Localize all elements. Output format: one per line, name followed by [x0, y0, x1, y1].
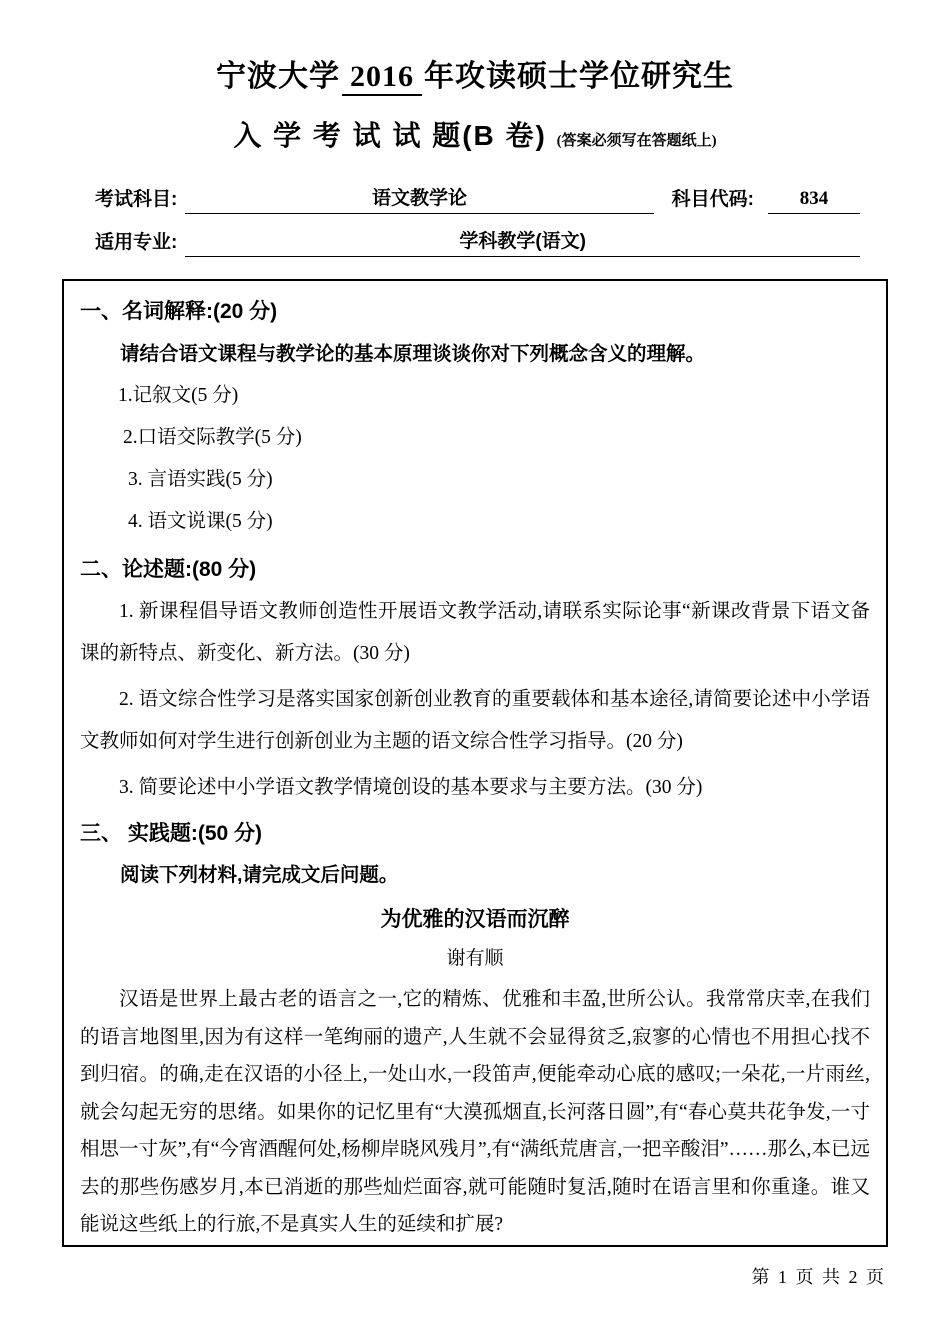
title-prefix: 宁波大学	[216, 60, 340, 93]
major-label: 适用专业:	[95, 232, 178, 253]
code-label: 科目代码:	[671, 189, 754, 210]
essay-author: 谢有顺	[446, 948, 504, 969]
section1-intro: 请结合语文课程与教学论的基本原理谈谈你对下列概念含义的理解。	[120, 343, 706, 365]
section3-instruction: 阅读下列材料,请完成文后问题。	[120, 864, 399, 886]
major-row	[95, 226, 860, 257]
section1-item: 2.口语交际教学(5 分)	[123, 427, 302, 448]
major-field: 学科教学(语文)	[185, 226, 860, 257]
section2-paragraph: 3. 简要论述中小学语文教学情境创设的基本要求与主要方法。(30 分)	[119, 777, 703, 798]
section3-heading: 三、 实践题:(50 分)	[80, 822, 263, 845]
section1-item: 3. 言语实践(5 分)	[128, 469, 273, 490]
subject-field: 语文教学论	[185, 183, 653, 214]
page-footer: 第 1 页 共 2 页	[751, 1267, 886, 1287]
subtitle-main: 入 学 考 试 试 题(B 卷)	[233, 120, 547, 151]
title-suffix: 年攻读硕士学位研究生	[424, 60, 734, 93]
question-box	[62, 279, 888, 1247]
essay-text: 汉语是世界上最古老的语言之一,它的精炼、优雅和丰盈,世所公认。我常常庆幸,在我们的语言地图里,因为有这样一笔绚丽的遗产,人生就不会显得贫乏,寂寥的心情也不用担心找不到归宿。的确,走在汉语的小径上,一处山水,一段笛声,便能牵动心底的感叹;一朵花,一片雨丝,就会勾起无穷的思绪。如果你的记忆里有“大漠孤烟直,长河落日圆”,有“春心莫共花争发,一寸相思一寸灰”,有“今宵酒醒何处,杨柳岸晓风残月”,有“满纸荒唐言,一把辛酸泪”……那么,本已远去的那些伤感岁月,本已消逝的那些灿烂面容,就可能随时复活,随时在语言里和你重逢。谁又能说这些纸上的行旅,不是真实人生的延续和扩展?	[80, 989, 870, 1235]
section2-heading: 二、论述题:(80 分)	[80, 558, 257, 581]
subject-row	[95, 183, 860, 214]
code-field: 834	[768, 188, 860, 214]
section1-item: 1.记叙文(5 分)	[118, 385, 239, 406]
title-year: 2016	[342, 60, 422, 96]
essay-title: 为优雅的汉语而沉醉	[380, 908, 570, 931]
section2-paragraph: 2. 语文综合性学习是落实国家创新创业教育的重要载体和基本途径,请简要论述中小学语文教师如何对学生进行创新创业为主题的语文综合性学习指导。(20 分)	[80, 689, 870, 752]
subject-label: 考试科目:	[95, 189, 178, 210]
section1-item: 4. 语文说课(5 分)	[128, 511, 273, 532]
page-title	[62, 56, 888, 98]
exam-info-form	[62, 183, 888, 257]
section2-paragraph: 1. 新课程倡导语文教师创造性开展语文教学活动,请联系实际论事“新课改背景下语文备课的新特点、新变化、新方法。(30 分)	[80, 601, 870, 664]
subtitle-note: (答案必须写在答题纸上)	[556, 133, 717, 149]
page-subtitle	[62, 116, 888, 161]
section1-heading: 一、名词解释:(20 分)	[80, 300, 278, 323]
